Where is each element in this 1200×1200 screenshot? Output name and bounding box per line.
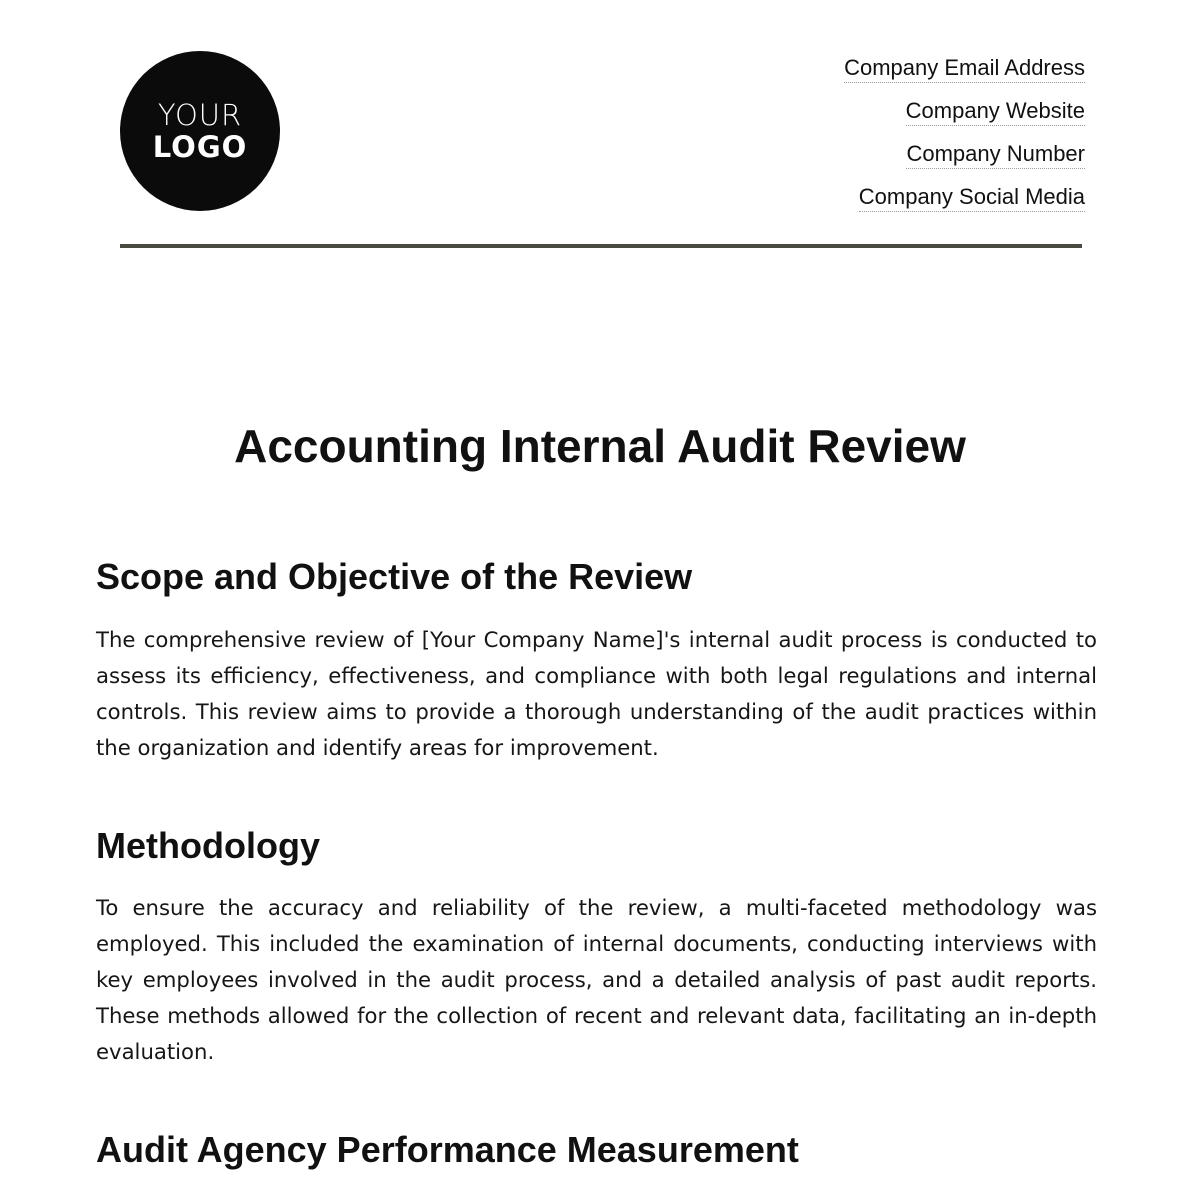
logo-text-top: YOUR — [157, 98, 243, 132]
company-number: Company Number — [906, 140, 1085, 169]
header-divider — [120, 244, 1082, 248]
section-body-methodology: To ensure the accuracy and reliability of the review, a multi-faceted methodology was employed. This included the examination of internal documents, conducting interviews with key employees involved in the audit process, and a detailed analysis of past audit reports. These methods allowed for the collection of recent and relevant data, facilitating an in-depth evaluation. — [96, 895, 1097, 1064]
document-title: Accounting Internal Audit Review — [234, 420, 966, 472]
company-logo — [120, 51, 280, 211]
section-body-scope: The comprehensive review of [Your Company Name]'s internal audit process is conducted to assess its efficiency, effectiveness, and compliance with both legal regulations and internal controls. This review aims to provide a thorough understanding of the audit practices within the organization and identify areas for improvement. — [96, 627, 1097, 760]
logo-text-bottom: LOGO — [152, 130, 248, 164]
section-heading-methodology: Methodology — [96, 825, 320, 866]
company-social-media: Company Social Media — [859, 183, 1085, 212]
company-email: Company Email Address — [844, 54, 1085, 83]
section-heading-performance: Audit Agency Performance Measurement — [96, 1129, 799, 1170]
section-heading-scope: Scope and Objective of the Review — [96, 556, 693, 597]
company-website: Company Website — [906, 97, 1085, 126]
company-contact-block — [844, 54, 1085, 226]
